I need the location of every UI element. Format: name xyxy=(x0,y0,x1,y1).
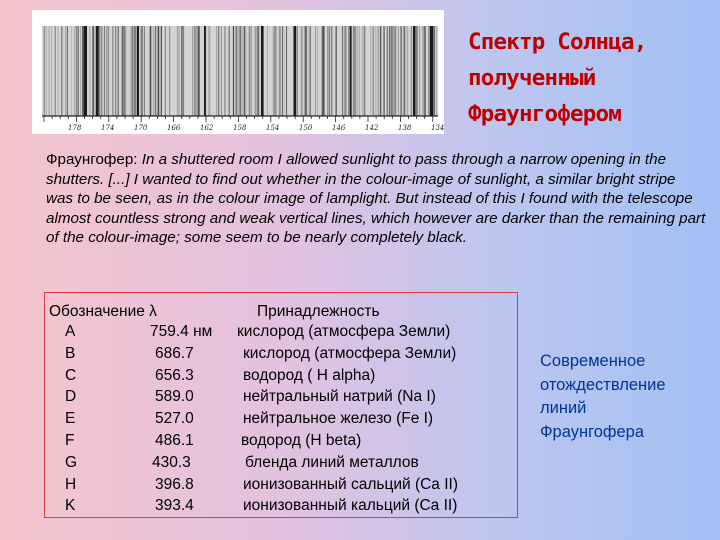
scale-label: 142 xyxy=(365,124,379,132)
spectral-line xyxy=(297,26,298,116)
spectral-line xyxy=(305,26,306,116)
scale-label: 158 xyxy=(233,124,247,132)
spectral-line xyxy=(179,26,180,116)
spectral-line xyxy=(153,26,154,116)
line-element: ионизованный сальций (Ca II) xyxy=(243,475,459,493)
spectral-line xyxy=(44,26,45,116)
header-belonging: Принадлежность xyxy=(257,303,380,320)
spectral-line xyxy=(331,26,332,116)
spectral-line xyxy=(141,26,142,116)
spectral-line xyxy=(161,26,162,116)
spectral-line xyxy=(380,26,381,116)
scale-label: 162 xyxy=(200,124,214,132)
spectral-line xyxy=(406,26,407,116)
dark-line xyxy=(350,26,352,116)
spectral-line xyxy=(157,26,158,116)
spectral-line xyxy=(181,26,182,116)
spectral-line xyxy=(80,26,81,116)
spectral-line xyxy=(192,26,193,116)
spectral-line xyxy=(196,26,197,116)
table-row xyxy=(45,388,517,410)
spectral-line xyxy=(122,26,123,116)
spectral-line xyxy=(331,26,332,116)
dark-line xyxy=(96,26,99,116)
line-element: ионизованный кальций (Ca II) xyxy=(243,497,458,515)
spectral-line xyxy=(286,26,287,116)
spectral-line xyxy=(155,26,156,116)
spectral-line xyxy=(419,26,420,116)
spectral-line xyxy=(49,26,50,116)
spectral-line xyxy=(67,26,68,116)
line-element: нейтральный натрий (Na I) xyxy=(243,388,436,406)
table-row xyxy=(45,454,517,476)
spectral-line xyxy=(407,26,408,116)
dark-line xyxy=(430,26,433,116)
spectral-line xyxy=(197,26,198,116)
spectral-line xyxy=(336,26,337,116)
spectral-line xyxy=(327,26,328,116)
spectral-line xyxy=(343,26,344,116)
dark-line xyxy=(294,26,296,116)
spectral-line xyxy=(357,26,358,116)
spectral-line xyxy=(391,26,392,116)
spectral-line xyxy=(93,26,94,116)
spectral-line xyxy=(182,26,183,116)
note-line-4: Фраунгофера xyxy=(540,422,645,441)
spectral-line xyxy=(249,26,250,116)
title-line-2: полученный xyxy=(468,65,596,91)
spectral-line xyxy=(315,26,316,116)
scale-label: 146 xyxy=(332,124,346,132)
spectral-line xyxy=(130,26,131,116)
spectral-line xyxy=(279,26,280,116)
solar-spectrum-image xyxy=(32,10,444,134)
note-line-2: отождествление xyxy=(540,375,666,394)
line-letter: A xyxy=(65,323,76,340)
spectral-line xyxy=(102,26,103,116)
spectral-line xyxy=(384,26,385,116)
spectral-line xyxy=(324,26,325,116)
spectral-line xyxy=(142,26,143,116)
line-wavelength: 656.3 xyxy=(155,366,194,384)
spectral-line xyxy=(100,26,101,116)
table-row xyxy=(45,367,517,389)
spectral-line xyxy=(126,26,127,116)
line-element: бленда линий металлов xyxy=(245,453,419,471)
line-letter: K xyxy=(65,497,76,515)
line-letter: H xyxy=(65,475,77,493)
spectral-line xyxy=(411,26,412,116)
spectral-line xyxy=(76,26,77,116)
spectral-line xyxy=(132,26,133,116)
spectral-line xyxy=(54,26,55,116)
quote-author: Фраунгофер xyxy=(46,151,134,168)
spectral-line xyxy=(235,26,236,116)
fraunhofer-quote: Фраунгофер: In a shuttered room I allowed sunlight to pass through a narrow opening in the shutters. [...] I wanted to find out whether in the colour-image of sunlight, a similar bright stripe was to be seen, as in the colour image of lamplight. But instead of this I found with the telescope almost countless strong and weak vertical lines, which however are darker than the remaining part of the colour-image; some seem to be nearly completely black. xyxy=(46,151,706,246)
spectral-line xyxy=(398,26,399,116)
line-letter: B xyxy=(65,344,76,362)
line-wavelength: 393.4 xyxy=(155,497,194,515)
modern-identification-note xyxy=(540,350,715,444)
line-letter: E xyxy=(65,410,76,428)
spectral-line xyxy=(378,26,379,116)
dark-line xyxy=(413,26,415,116)
spectral-line xyxy=(345,26,346,116)
line-element: нейтральное железо (Fe I) xyxy=(243,410,434,428)
scale-label: 150 xyxy=(299,124,313,132)
table-row xyxy=(45,497,517,519)
table-row xyxy=(45,410,517,432)
spectral-line xyxy=(329,26,330,116)
spectral-line xyxy=(184,26,185,116)
quote-text: In a shuttered room I allowed sunlight to pass through a narrow opening in the shutters. [...] I wanted to find out whether in the colour-image of sunlight, a similar bright stripe was to be seen, as in the colour image of lamplight. But instead of this I found with the telescope almost countless strong and weak vertical lines, which however are darker than the remaining part of the colour-image; some seem to be nearly completely black. xyxy=(46,151,706,246)
spectral-line xyxy=(372,26,373,116)
spectral-line xyxy=(249,26,250,116)
spectral-line xyxy=(416,26,417,116)
spectral-line xyxy=(257,26,259,116)
spectral-line xyxy=(244,26,245,116)
spectral-line xyxy=(282,26,283,116)
spectral-line xyxy=(194,26,195,116)
spectral-line xyxy=(394,26,395,116)
spectral-line xyxy=(118,26,119,116)
scale-label: 170 xyxy=(134,124,148,132)
spectral-line xyxy=(267,26,268,116)
spectral-line xyxy=(389,26,390,116)
spectral-line xyxy=(177,26,178,116)
spectral-line xyxy=(158,26,159,116)
line-letter: D xyxy=(65,388,77,406)
spectral-line xyxy=(395,26,396,116)
spectral-line xyxy=(78,26,79,116)
line-wavelength: 396.8 xyxy=(155,475,194,493)
spectral-line xyxy=(218,26,219,116)
line-element: кислород (атмосфера Земли) xyxy=(243,344,457,362)
note-line-3: линий xyxy=(540,399,587,417)
line-wavelength: 759.4 нм xyxy=(150,323,213,340)
table-row xyxy=(45,345,517,367)
spectral-line xyxy=(150,26,151,116)
line-wavelength: 686.7 xyxy=(155,344,194,362)
spectral-line xyxy=(310,26,311,116)
spectral-line xyxy=(169,26,170,116)
spectral-line xyxy=(77,26,78,116)
table-row xyxy=(45,476,517,498)
line-letter: F xyxy=(65,432,75,449)
fraunhofer-lines-table xyxy=(44,292,518,518)
spectral-line xyxy=(82,26,84,116)
spectral-line xyxy=(362,26,364,116)
spectral-line xyxy=(134,26,135,116)
spectral-line xyxy=(65,26,66,116)
line-element: кислород (атмосфера Земли) xyxy=(237,323,451,340)
spectral-line xyxy=(208,26,209,116)
spectral-line xyxy=(365,26,366,116)
spectral-line xyxy=(323,26,324,116)
spectral-line xyxy=(353,26,354,116)
spectral-line xyxy=(322,26,323,116)
table-row xyxy=(45,323,517,345)
note-line-1: Современное xyxy=(540,352,646,370)
title-line-3: Фраунгофером xyxy=(468,101,621,127)
spectral-line xyxy=(144,26,145,116)
line-wavelength: 430.3 xyxy=(152,453,191,471)
dark-line xyxy=(137,26,139,116)
spectral-line xyxy=(306,26,307,116)
dark-line xyxy=(261,26,264,116)
spectral-line xyxy=(393,26,394,116)
slide-title xyxy=(468,24,718,132)
spectral-line xyxy=(209,26,210,116)
spectral-line xyxy=(109,26,110,116)
spectral-line xyxy=(400,26,401,116)
line-letter: G xyxy=(65,453,78,471)
dark-line xyxy=(204,26,206,116)
spectral-line xyxy=(106,26,107,116)
spectral-line xyxy=(236,26,237,116)
spectral-line xyxy=(310,26,311,116)
spectral-line xyxy=(124,26,125,116)
spectral-line xyxy=(376,26,377,116)
spectral-line xyxy=(61,26,62,116)
spectral-line xyxy=(100,26,101,116)
line-wavelength: 486.1 xyxy=(155,432,194,449)
spectral-line xyxy=(373,26,374,116)
spectral-line xyxy=(113,26,114,116)
scale-label: 178 xyxy=(68,124,82,132)
spectral-line xyxy=(387,26,388,116)
spectral-line xyxy=(370,26,371,116)
spectral-line xyxy=(317,26,318,116)
line-letter: C xyxy=(65,366,77,384)
spectral-line xyxy=(255,26,256,116)
scale-label: 134 xyxy=(431,124,444,132)
title-line-1: Спектр Солнца, xyxy=(468,29,647,55)
spectral-line xyxy=(417,26,418,116)
spectral-line xyxy=(424,26,426,116)
spectral-line xyxy=(46,26,47,116)
spectral-line xyxy=(251,26,252,116)
scale-label: 138 xyxy=(398,124,412,132)
spectral-line xyxy=(344,26,345,116)
spectral-line xyxy=(308,26,309,116)
spectral-line xyxy=(95,26,96,116)
spectral-line xyxy=(104,26,105,116)
spectral-line xyxy=(199,26,200,116)
spectral-line xyxy=(275,26,276,116)
spectral-line xyxy=(241,26,242,116)
table-row xyxy=(45,432,517,454)
scale-label: 174 xyxy=(101,124,115,132)
spectral-line xyxy=(165,26,166,116)
spectral-line xyxy=(392,26,393,116)
spectral-line xyxy=(404,26,405,116)
dark-line xyxy=(84,26,87,116)
spectral-line xyxy=(301,26,302,116)
scale-label: 166 xyxy=(167,124,181,132)
spectral-line xyxy=(135,26,136,116)
line-wavelength: 527.0 xyxy=(155,410,194,428)
line-element: водород (H beta) xyxy=(241,432,362,449)
spectral-line xyxy=(221,26,222,116)
spectral-line xyxy=(112,26,113,116)
spectral-line xyxy=(71,26,72,116)
spectral-line xyxy=(284,26,285,116)
spectral-line xyxy=(74,26,75,116)
spectral-line xyxy=(273,26,275,116)
spectral-line xyxy=(233,26,234,116)
spectral-line xyxy=(51,26,52,116)
spectral-line xyxy=(229,26,230,116)
line-wavelength: 589.0 xyxy=(155,388,194,406)
header-designation: Обозначение λ xyxy=(49,303,157,320)
spectral-line xyxy=(217,26,218,116)
spectral-line xyxy=(359,26,360,116)
spectral-line xyxy=(90,26,91,116)
scale-label: 154 xyxy=(266,124,280,132)
line-element: водород ( H alpha) xyxy=(243,366,376,384)
